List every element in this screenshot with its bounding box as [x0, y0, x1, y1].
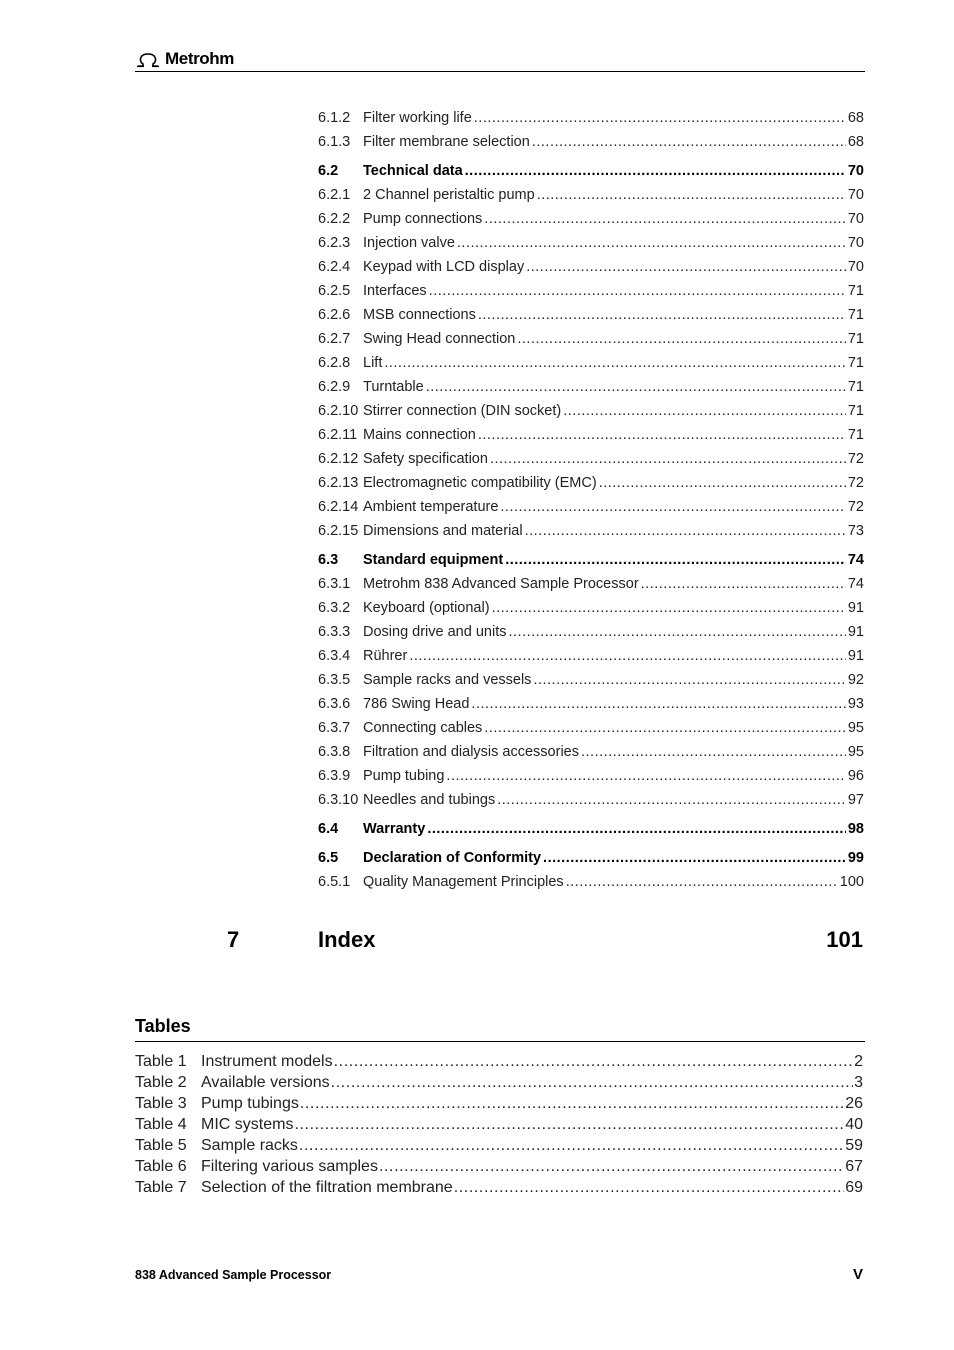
toc-section-entry[interactable] [318, 817, 864, 841]
table-list-entry[interactable] [135, 1135, 863, 1156]
toc-entry-number: 6.5.1 [318, 874, 351, 890]
logo-wordmark: Metrohm [165, 49, 234, 68]
toc-entry-title: Dimensions and material [363, 523, 523, 539]
toc-entry[interactable] [318, 788, 864, 812]
toc-entry[interactable] [318, 327, 864, 351]
toc-entry-number: 6.2.1 [318, 187, 351, 203]
dot-leader [478, 423, 846, 447]
toc-entry-title: 2 Channel peristaltic pump [363, 187, 535, 203]
toc-entry[interactable] [318, 495, 864, 519]
toc-entry-page: 70 [847, 211, 864, 227]
toc-entry-page: 72 [847, 475, 864, 491]
dot-leader [457, 231, 846, 255]
toc-entry-page: 93 [847, 696, 864, 712]
dot-leader [384, 351, 846, 375]
toc-entry-page: 95 [847, 744, 864, 760]
toc-entry-title: Electromagnetic compatibility (EMC) [363, 475, 597, 491]
toc-entry[interactable] [318, 231, 864, 255]
toc-entry-title: Turntable [363, 379, 424, 395]
toc-entry-number: 6.2.12 [318, 451, 359, 467]
dot-leader [379, 1156, 844, 1177]
dot-leader [331, 1072, 853, 1093]
dot-leader [537, 183, 846, 207]
toc-entry[interactable] [318, 375, 864, 399]
toc-entry-page: 99 [847, 850, 864, 866]
dot-leader [490, 447, 846, 471]
toc-entry-number: 6.2.2 [318, 211, 351, 227]
footer-product: 838 Advanced Sample Processor [135, 1268, 332, 1282]
toc-entry-page: 71 [847, 283, 864, 299]
toc-entry-page: 97 [847, 792, 864, 808]
toc-entry-title: Metrohm 838 Advanced Sample Processor [363, 576, 639, 592]
toc-entry[interactable] [318, 303, 864, 327]
dot-leader [566, 870, 838, 894]
table-number: Table 6 [135, 1158, 187, 1175]
dot-leader [505, 548, 846, 572]
table-page: 2 [854, 1053, 863, 1070]
toc-entry-title: 786 Swing Head [363, 696, 470, 712]
toc-entry-page: 70 [847, 235, 864, 251]
dot-leader [484, 207, 846, 231]
toc-entry-page: 73 [847, 523, 864, 539]
table-title: Filtering various samples [201, 1158, 378, 1175]
page-header [135, 48, 865, 72]
tables-list [135, 1051, 863, 1198]
dot-leader [533, 668, 845, 692]
dot-leader [500, 495, 845, 519]
table-page: 67 [845, 1158, 863, 1175]
dot-leader [446, 764, 845, 788]
toc-entry-page: 71 [847, 307, 864, 323]
chapter-title: Index [318, 927, 376, 952]
toc-entry-title: Filter membrane selection [363, 134, 530, 150]
dot-leader [409, 644, 846, 668]
toc-entry-title: Needles and tubings [363, 792, 496, 808]
tables-heading: Tables [135, 1016, 865, 1042]
toc-entry[interactable] [318, 596, 864, 620]
toc-entry-page: 92 [847, 672, 864, 688]
toc-entry-title: Dosing drive and units [363, 624, 507, 640]
dot-leader [532, 130, 846, 154]
footer-page-number: V [852, 1266, 863, 1283]
dot-leader [454, 1177, 845, 1198]
table-page: 69 [845, 1179, 863, 1196]
toc-section-entry[interactable] [318, 548, 864, 572]
toc-entry[interactable] [318, 716, 864, 740]
table-number: Table 5 [135, 1137, 187, 1154]
dot-leader [471, 692, 845, 716]
dot-leader [563, 399, 846, 423]
toc-entry[interactable] [318, 255, 864, 279]
toc-entry[interactable] [318, 279, 864, 303]
chapter-page: 101 [826, 927, 863, 952]
dot-leader [429, 279, 846, 303]
table-title: Sample racks [201, 1137, 298, 1154]
dot-leader [599, 471, 846, 495]
toc-entry-page: 68 [847, 110, 864, 126]
table-number: Table 1 [135, 1053, 187, 1070]
toc-entry-title: Filtration and dialysis accessories [363, 744, 579, 760]
toc-entry[interactable] [318, 870, 864, 894]
toc-entry-title: Rührer [363, 648, 408, 664]
toc-entry-page: 74 [847, 552, 864, 568]
toc-entry-number: 6.3.9 [318, 768, 351, 784]
table-number: Table 2 [135, 1074, 187, 1091]
toc-entry-page: 91 [847, 648, 864, 664]
dot-leader [497, 788, 846, 812]
dot-leader [465, 159, 846, 183]
toc-entry[interactable] [318, 692, 864, 716]
dot-leader [299, 1135, 844, 1156]
table-title: Pump tubings [201, 1095, 299, 1112]
toc-entry-page: 70 [847, 259, 864, 275]
toc-entry-number: 6.2.8 [318, 355, 351, 371]
toc-entry[interactable] [318, 740, 864, 764]
toc-entry-number: 6.1.2 [318, 110, 351, 126]
toc-entry-title: Lift [363, 355, 383, 371]
toc-entry-number: 6.2.14 [318, 499, 359, 515]
dot-leader [581, 740, 846, 764]
table-list-entry[interactable] [135, 1093, 863, 1114]
dot-leader [474, 106, 846, 130]
toc-entry-number: 6.2.4 [318, 259, 351, 275]
toc-entry[interactable] [318, 106, 864, 130]
toc-entry-title: Sample racks and vessels [363, 672, 532, 688]
toc-entry-page: 71 [847, 355, 864, 371]
toc-section-entry[interactable] [318, 846, 864, 870]
toc-entry-number: 6.2.6 [318, 307, 351, 323]
toc-entry-title: Pump connections [363, 211, 483, 227]
toc-entry[interactable] [318, 471, 864, 495]
toc-entry[interactable] [318, 423, 864, 447]
toc-entry[interactable] [318, 572, 864, 596]
table-list-entry[interactable] [135, 1072, 863, 1093]
dot-leader [427, 817, 846, 841]
toc-entry-title: Injection valve [363, 235, 455, 251]
table-number: Table 4 [135, 1116, 187, 1133]
toc-entry-number: 6.3.5 [318, 672, 351, 688]
dot-leader [508, 620, 845, 644]
dot-leader [526, 255, 846, 279]
omega-icon [135, 50, 161, 68]
toc-entry-page: 74 [847, 576, 864, 592]
table-number: Table 3 [135, 1095, 187, 1112]
brand-logo [135, 50, 234, 68]
toc-entry-page: 71 [847, 427, 864, 443]
toc-entry-title: Pump tubing [363, 768, 445, 784]
toc-entry[interactable] [318, 668, 864, 692]
dot-leader [543, 846, 846, 870]
toc-entry[interactable] [318, 644, 864, 668]
table-title: MIC systems [201, 1116, 294, 1133]
toc-entry-page: 72 [847, 499, 864, 515]
dot-leader [517, 327, 846, 351]
toc-entry-number: 6.2.3 [318, 235, 351, 251]
table-number: Table 7 [135, 1179, 187, 1196]
toc-entry-title: Declaration of Conformity [363, 850, 542, 866]
toc-entry-page: 98 [847, 821, 864, 837]
toc-entry-number: 6.2.5 [318, 283, 351, 299]
toc-entry-number: 6.2.10 [318, 403, 359, 419]
toc-entry[interactable] [318, 764, 864, 788]
toc-entry-page: 100 [839, 874, 864, 890]
table-list-entry[interactable] [135, 1114, 863, 1135]
toc-entry-title: MSB connections [363, 307, 476, 323]
table-list-entry[interactable] [135, 1177, 863, 1198]
toc-entry-page: 71 [847, 331, 864, 347]
toc-entry-title: Ambient temperature [363, 499, 499, 515]
table-page: 26 [845, 1095, 863, 1112]
toc-entry[interactable] [318, 130, 864, 154]
toc-entry-number: 6.3.3 [318, 624, 351, 640]
toc-entry-number: 6.3.6 [318, 696, 351, 712]
chapter-entry[interactable] [227, 927, 863, 955]
toc-entry-page: 96 [847, 768, 864, 784]
toc-entry-number: 6.2.15 [318, 523, 359, 539]
toc-entry-number: 6.4 [318, 821, 339, 837]
toc-entry-page: 68 [847, 134, 864, 150]
toc-entry-title: Technical data [363, 163, 463, 179]
toc-entry-page: 72 [847, 451, 864, 467]
toc-entry-title: Mains connection [363, 427, 476, 443]
toc-entry-title: Swing Head connection [363, 331, 516, 347]
dot-leader [426, 375, 846, 399]
dot-leader [492, 596, 846, 620]
toc-entry-number: 6.2.7 [318, 331, 351, 347]
toc-entry-page: 91 [847, 600, 864, 616]
toc-entry-number: 6.2.9 [318, 379, 351, 395]
toc-entry-number: 6.3.2 [318, 600, 351, 616]
table-page: 3 [854, 1074, 863, 1091]
table-page: 40 [845, 1116, 863, 1133]
toc-section-entry[interactable] [318, 159, 864, 183]
dot-leader [484, 716, 846, 740]
toc-entry-page: 70 [847, 187, 864, 203]
toc-entry-title: Stirrer connection (DIN socket) [363, 403, 562, 419]
toc-entry[interactable] [318, 447, 864, 471]
toc-entry-title: Keypad with LCD display [363, 259, 525, 275]
toc-entry-number: 6.3.10 [318, 792, 359, 808]
toc-entry-page: 71 [847, 403, 864, 419]
toc-entry-title: Interfaces [363, 283, 427, 299]
dot-leader [641, 572, 846, 596]
toc-entry-title: Filter working life [363, 110, 472, 126]
toc-entry-title: Keyboard (optional) [363, 600, 490, 616]
toc-entry-title: Connecting cables [363, 720, 483, 736]
table-page: 59 [845, 1137, 863, 1154]
dot-leader [525, 519, 846, 543]
toc-entry-number: 6.2.11 [318, 427, 358, 443]
toc-entry-number: 6.1.3 [318, 134, 351, 150]
toc-entry[interactable] [318, 620, 864, 644]
toc-entry[interactable] [318, 399, 864, 423]
toc-entry-number: 6.2 [318, 163, 339, 179]
toc-entry-number: 6.3.7 [318, 720, 351, 736]
toc-entry[interactable] [318, 183, 864, 207]
dot-leader [294, 1114, 844, 1135]
toc-entry-title: Safety specification [363, 451, 488, 467]
table-list-entry[interactable] [135, 1051, 863, 1072]
dot-leader [300, 1093, 844, 1114]
toc-entry-number: 6.3.1 [318, 576, 351, 592]
dot-leader [334, 1051, 853, 1072]
toc-entry-page: 91 [847, 624, 864, 640]
toc-entry-number: 6.3.8 [318, 744, 351, 760]
toc-entry-number: 6.2.13 [318, 475, 359, 491]
toc-entry[interactable] [318, 207, 864, 231]
dot-leader [478, 303, 846, 327]
table-title: Instrument models [201, 1053, 333, 1070]
toc-entry-title: Quality Management Principles [363, 874, 564, 890]
toc-entry-title: Warranty [363, 821, 426, 837]
toc-entry-number: 6.5 [318, 850, 339, 866]
table-title: Selection of the filtration membrane [201, 1179, 453, 1196]
toc-entry-number: 6.3.4 [318, 648, 351, 664]
toc-entry-title: Standard equipment [363, 552, 504, 568]
toc-entry[interactable] [318, 519, 864, 543]
table-title: Available versions [201, 1074, 330, 1091]
toc-entry-page: 70 [847, 163, 864, 179]
toc-list [318, 106, 864, 894]
table-list-entry[interactable] [135, 1156, 863, 1177]
toc-entry-page: 71 [847, 379, 864, 395]
toc-entry-page: 95 [847, 720, 864, 736]
chapter-number: 7 [227, 927, 240, 952]
toc-entry[interactable] [318, 351, 864, 375]
toc-entry-number: 6.3 [318, 552, 339, 568]
